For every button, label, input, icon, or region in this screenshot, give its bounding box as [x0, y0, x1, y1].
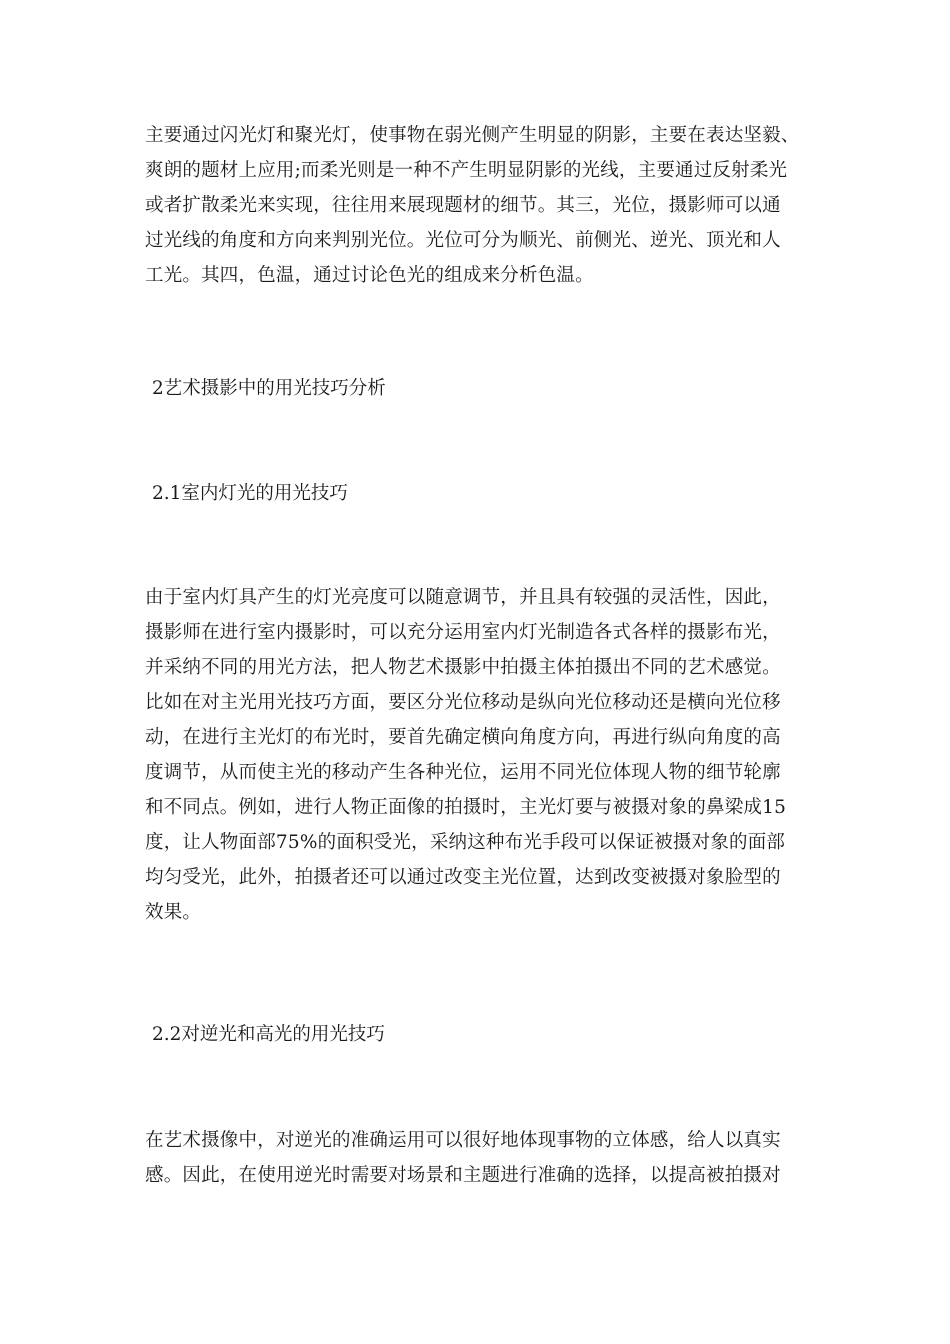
text-line: 摄影师在进行室内摄影时，可以充分运用室内灯光制造各式各样的摄影布光，	[145, 622, 781, 643]
text-line: 工光。其四，色温，通过讨论色光的组成来分析色温。	[145, 265, 594, 286]
text-line: 比如在对主光用光技巧方面，要区分光位移动是纵向光位移动还是横向光位移	[145, 692, 781, 713]
text-line: 度调节，从而使主光的移动产生各种光位，运用不同光位体现人物的细节轮廓	[145, 762, 781, 783]
text-line: 动，在进行主光灯的布光时，要首先确定横向角度方向，再进行纵向角度的高	[145, 727, 781, 748]
text-line: 均匀受光，此外，拍摄者还可以通过改变主光位置，达到改变被摄对象脸型的	[145, 867, 781, 888]
section-heading-2: 2艺术摄影中的用光技巧分析	[152, 378, 386, 399]
text-line: 和不同点。例如，进行人物正面像的拍摄时，主光灯要与被摄对象的鼻梁成15	[145, 797, 787, 818]
text-line: 在艺术摄像中，对逆光的准确运用可以很好地体现事物的立体感，给人以真实	[145, 1130, 781, 1151]
section-heading-2-1: 2.1室内灯光的用光技巧	[152, 483, 348, 504]
text-line: 主要通过闪光灯和聚光灯，使事物在弱光侧产生明显的阴影，主要在表达坚毅、	[145, 125, 800, 146]
text-line: 或者扩散柔光来实现，往往用来展现题材的细节。其三，光位，摄影师可以通	[145, 195, 781, 216]
text-line: 效果。	[145, 902, 202, 923]
text-line: 度，让人物面部75%的面积受光，采纳这种布光手段可以保证被摄对象的面部	[145, 832, 786, 853]
text-line: 过光线的角度和方向来判别光位。光位可分为顺光、前侧光、逆光、顶光和人	[145, 230, 781, 251]
section-heading-2-2: 2.2对逆光和高光的用光技巧	[152, 1024, 385, 1045]
text-line: 爽朗的题材上应用;而柔光则是一种不产生明显阴影的光线，主要通过反射柔光	[145, 160, 788, 181]
text-line: 并采纳不同的用光方法，把人物艺术摄影中拍摄主体拍摄出不同的艺术感觉。	[145, 657, 781, 678]
text-line: 由于室内灯具产生的灯光亮度可以随意调节，并且具有较强的灵活性，因此，	[145, 587, 781, 608]
text-line: 感。因此，在使用逆光时需要对场景和主题进行准确的选择，以提高被拍摄对	[145, 1165, 781, 1186]
